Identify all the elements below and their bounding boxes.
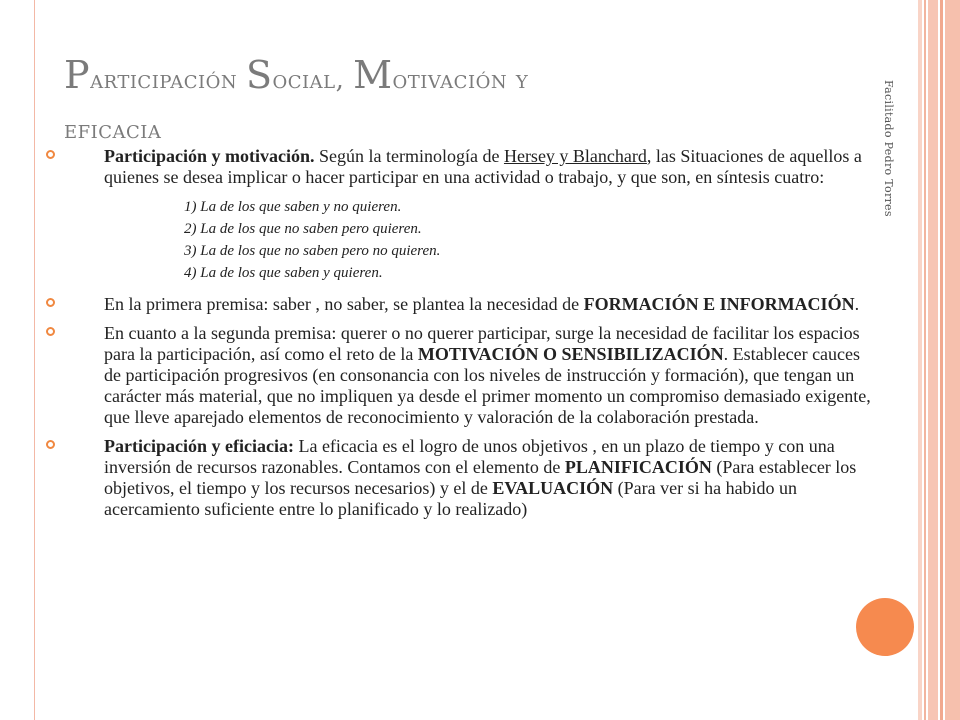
bullet-bold: EVALUACIÓN [492,478,614,498]
list-item: 4) La de los que saben y quieren. [184,265,383,281]
title-cap: S [245,53,273,97]
title-line-1 [64,53,529,97]
bullet-bold: FORMACIÓN E INFORMACIÓN [583,294,855,314]
bullet-text: En cuanto a la segunda premisa: querer o no querer participar, surge la necesidad de facilitar los espacios para la participación, así como el reto de la [104,323,860,364]
left-frame-line [34,0,35,720]
bullet-segunda-premisa [42,323,872,428]
bullet-icon [46,440,55,449]
title-line-2: eficacia [64,115,162,145]
author-link[interactable]: Hersey y Blanchard [503,146,647,166]
decorative-circle [856,598,914,656]
list-item: 2) La de los que no saben pero quieren. [184,221,422,237]
bullet-text: , las Situaciones de aquellos a quienes se desea implicar o hacer participar en una actividad o trabajo, y que son, en síntesis cuatro: [104,146,862,187]
bullet-participacion-motivacion [42,146,872,188]
bullet-heading: Participación y motivación. [104,146,315,166]
list-item: 3) La de los que no saben pero no quieren. [184,243,441,259]
bullet-bold: MOTIVACIÓN O SENSIBILIZACIÓN [417,344,724,364]
bullet-primera-premisa [42,294,872,315]
bullet-icon [46,327,55,336]
right-stripe [945,0,960,720]
bullet-participacion-eficacia [42,436,872,520]
bullet-bold: PLANIFICACIÓN [564,457,712,477]
bullet-text: . [854,294,860,314]
bullet-icon [46,150,55,159]
bullet-text: (Para establecer los objetivos, el tiempo y los recursos necesarios) y el de [104,457,857,498]
bullet-heading: Participación y eficiacia: [104,436,294,456]
title-cap: P [64,53,91,97]
bullet-text: En la primera premisa: saber , no saber, se plantea la necesidad de [104,294,584,314]
right-stripe [924,0,926,720]
list-item: 1) La de los que saben y no quieren. [184,199,402,215]
bullet-text: La eficacia es el logro de unos objetivos , en un plazo de tiempo y con una inversión de recursos razonables. Contamos con el elemento de [104,436,835,477]
title-rest: otivación y [392,65,529,95]
bullet-text: Según la terminología de [314,146,504,166]
right-stripe [928,0,938,720]
right-stripe [918,0,922,720]
right-stripe [940,0,943,720]
side-label: Facilitado Pedro Torres [882,80,895,217]
bullet-icon [46,298,55,307]
slide-title [64,50,864,155]
bullet-text: . Establecer cauces de participación progresivos (en consonancia con los niveles de instrucción y formación), que tengan un carácter más material, que no impliquen ya desde el primer momento un compromiso demasiado exigente, que lleve aparejado elementos de reconocimiento y valoración de la colaboración prestada. [104,344,871,427]
title-rest: articipación [90,65,246,95]
title-cap: M [353,53,393,97]
slide-content [42,146,872,528]
situations-list [42,196,872,284]
title-rest: ocial, [272,65,354,95]
bullet-text: (Para ver si ha habido un acercamiento suficiente entre lo planificado y lo realizado) [104,478,798,519]
